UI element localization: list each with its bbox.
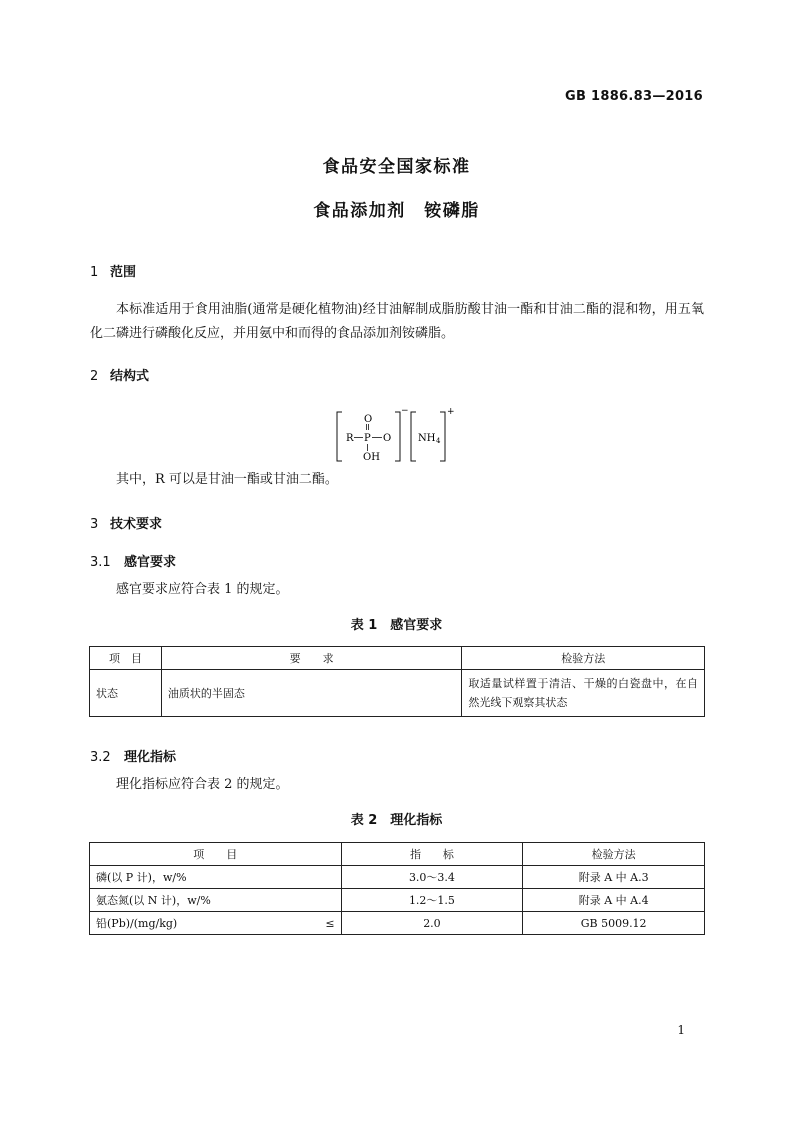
formula-cation-charge: + bbox=[447, 407, 455, 417]
formula-r: R bbox=[346, 433, 354, 444]
section-2-number: 2 bbox=[90, 369, 99, 384]
section-3-2-title: 理化指标 bbox=[124, 750, 177, 765]
table-1-cell-method: 取适量试样置于清洁、干燥的白瓷盘中，在自然光线下观察其状态 bbox=[462, 670, 705, 717]
section-2-note: 其中，R 可以是甘油一酯或甘油二酯。 bbox=[116, 472, 338, 487]
table-1-header-row bbox=[90, 647, 705, 670]
formula-top-o: O bbox=[364, 414, 373, 425]
table-1-header-item: 项 目 bbox=[90, 647, 162, 670]
section-3-title: 技术要求 bbox=[110, 517, 163, 532]
section-3-2-text: 理化指标应符合表 2 的规定。 bbox=[116, 777, 289, 792]
table-2-cell-value: 1.2～1.5 bbox=[341, 889, 523, 912]
table-1 bbox=[89, 646, 705, 717]
table-2-cell-item bbox=[90, 889, 342, 912]
document-title: 食品安全国家标准 bbox=[322, 157, 471, 177]
table-2-cell-method: GB 5009.12 bbox=[523, 912, 705, 935]
table-row bbox=[90, 866, 705, 889]
section-1-heading bbox=[90, 261, 136, 280]
table-2-cell-item bbox=[90, 912, 342, 935]
bracket-right-2 bbox=[440, 412, 445, 461]
table-2-header-row bbox=[90, 843, 705, 866]
formula-oh: OH bbox=[363, 452, 380, 463]
table-2-header-value: 指 标 bbox=[341, 843, 523, 866]
table-row bbox=[90, 889, 705, 912]
table-1-caption: 表 1 感官要求 bbox=[350, 618, 443, 633]
table-2-caption: 表 2 理化指标 bbox=[350, 813, 443, 828]
formula-cation-subscript: 4 bbox=[436, 437, 441, 445]
section-3-number: 3 bbox=[90, 517, 99, 532]
section-1-text: 本标准适用于食用油脂(通常是硬化植物油)经甘油解制成脂肪酸甘油一酯和甘油二酯的混和物，用五氧化二磷进行磷酸化反应，并用氨中和而得的食品添加剂铵磷脂。 bbox=[90, 302, 704, 341]
table-1-cell-requirement: 油质状的半固态 bbox=[161, 670, 461, 717]
table-1-header-method: 检验方法 bbox=[462, 647, 705, 670]
table-2-cell-value: 2.0 bbox=[341, 912, 523, 935]
section-3-1-heading bbox=[90, 551, 176, 570]
bracket-left-1 bbox=[337, 412, 342, 461]
section-3-2-number: 3.2 bbox=[90, 750, 111, 765]
section-1-number: 1 bbox=[90, 265, 99, 280]
table-2-cell-method: 附录 A 中 A.4 bbox=[523, 889, 705, 912]
document-subtitle: 食品添加剂 铵磷脂 bbox=[313, 201, 480, 221]
section-2-title: 结构式 bbox=[110, 369, 150, 384]
table-2-cell-item bbox=[90, 866, 342, 889]
section-3-1-number: 3.1 bbox=[90, 555, 111, 570]
formula-anion-charge: − bbox=[401, 406, 409, 416]
bracket-left-2 bbox=[411, 412, 416, 461]
table-2-item-label: 铅(Pb)/(mg/kg) bbox=[96, 917, 178, 930]
table-row bbox=[90, 912, 705, 935]
bracket-right-1 bbox=[395, 412, 400, 461]
section-3-1-title: 感官要求 bbox=[124, 555, 177, 570]
table-2-header-item: 项 目 bbox=[90, 843, 342, 866]
section-3-1-text: 感官要求应符合表 1 的规定。 bbox=[116, 582, 289, 597]
table-2-header-method: 检验方法 bbox=[523, 843, 705, 866]
formula-right-o: O bbox=[383, 433, 392, 444]
page-number: 1 bbox=[677, 1023, 685, 1037]
table-2-cell-value: 3.0～3.4 bbox=[341, 866, 523, 889]
formula-cation: NH bbox=[418, 433, 436, 444]
section-3-heading bbox=[90, 513, 162, 532]
standard-number: GB 1886.83—2016 bbox=[565, 89, 703, 104]
formula-p: P bbox=[364, 433, 371, 444]
structural-formula bbox=[330, 404, 460, 466]
section-3-2-heading bbox=[90, 746, 176, 765]
section-1-title: 范围 bbox=[110, 265, 137, 280]
table-2-item-label: 氨态氮(以 N 计)，w/% bbox=[96, 894, 211, 907]
table-1-cell-item: 状态 bbox=[90, 670, 162, 717]
table-2-cell-method: 附录 A 中 A.3 bbox=[523, 866, 705, 889]
table-2 bbox=[89, 842, 705, 935]
table-2-item-qualifier: ≤ bbox=[325, 916, 335, 930]
table-row bbox=[90, 670, 705, 717]
section-2-heading bbox=[90, 365, 149, 384]
table-2-item-label: 磷(以 P 计)，w/% bbox=[96, 871, 187, 884]
table-1-header-requirement: 要 求 bbox=[161, 647, 461, 670]
